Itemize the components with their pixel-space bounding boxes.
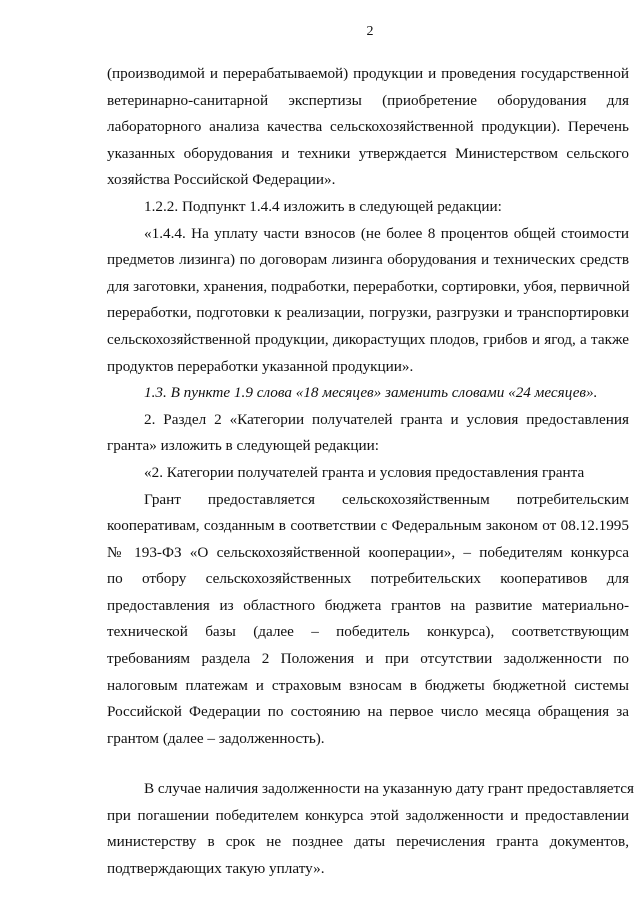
text-line: переработки, подготовки к реализации, погрузки, разгрузки и транспортировки xyxy=(107,304,629,322)
text-line: налоговым платежам и страховым взносам в бюджеты бюджетной системы xyxy=(107,676,629,694)
paragraph xyxy=(107,61,629,194)
text-line: Российской Федерации по состоянию на первое число месяца обращения за xyxy=(107,703,629,721)
document-final-paragraph xyxy=(107,776,635,882)
text-line: министерству в срок не позднее даты перечисления гранта документов, xyxy=(107,833,629,851)
page-number: 2 xyxy=(366,24,374,39)
text-line: указанных оборудования и техники утверждается Министерством сельского xyxy=(107,144,629,162)
text-line: технической базы (далее – победитель конкурса), соответствующим xyxy=(107,623,629,641)
text-line: кооперативам, созданным в соответствии с Федеральным законом от 08.12.1995 xyxy=(107,517,629,535)
text-line: В случае наличия задолженности на указанную дату грант предоставляется xyxy=(144,780,635,797)
paragraph xyxy=(107,221,629,381)
text-line: хозяйства Российской Федерации». xyxy=(107,171,336,189)
paragraph xyxy=(107,380,629,407)
text-line: продуктов переработки указанной продукции». xyxy=(107,357,414,375)
text-line: предоставления из областного бюджета грантов на развитие материально- xyxy=(107,596,629,614)
document-body xyxy=(107,61,629,752)
text-line: ветеринарно-санитарной экспертизы (приобретение оборудования для xyxy=(107,91,629,109)
text-line: 1.2.2. Подпункт 1.4.4 изложить в следующей редакции: xyxy=(144,197,502,215)
text-line: гранта» изложить в следующей редакции: xyxy=(107,437,379,455)
text-line: 2. Раздел 2 «Категории получателей гранта и условия предоставления xyxy=(144,410,629,428)
paragraph xyxy=(107,487,629,753)
paragraph xyxy=(107,776,635,882)
paragraph xyxy=(107,460,629,487)
text-line: № 193-ФЗ «О сельскохозяйственной кооперации», – победителям конкурса xyxy=(107,543,629,561)
text-line: «2. Категории получателей гранта и условия предоставления гранта xyxy=(144,463,585,481)
text-line: грантом (далее – задолженность). xyxy=(107,729,325,747)
paragraph xyxy=(107,194,629,221)
paragraph xyxy=(107,407,629,460)
text-line: «1.4.4. На уплату части взносов (не более 8 процентов общей стоимости xyxy=(144,224,629,242)
text-line: подтверждающих такую уплату». xyxy=(107,859,325,877)
text-line: предметов лизинга) по договорам лизинга оборудования и технических средств xyxy=(107,251,629,269)
text-line: лабораторного анализа качества сельскохозяйственной продукции). Перечень xyxy=(107,118,629,136)
text-line: сельскохозяйственной продукции, дикорастущих плодов, грибов и ягод, а также xyxy=(107,330,629,348)
text-line: по отбору сельскохозяйственных потребительских кооперативов для xyxy=(107,570,629,588)
text-line: требованиям раздела 2 Положения и при отсутствии задолженности по xyxy=(107,650,629,668)
text-line: Грант предоставляется сельскохозяйственным потребительским xyxy=(144,490,629,508)
text-line: при погашении победителем конкурса этой задолженности и предоставлении xyxy=(107,806,629,824)
text-line: для заготовки, хранения, подработки, переработки, сортировки, убоя, первичной xyxy=(107,277,630,295)
text-line: 1.3. В пункте 1.9 слова «18 месяцев» заменить словами «24 месяцев». xyxy=(144,384,598,402)
text-line: (производимой и перерабатываемой) продукции и проведения государственной xyxy=(107,65,629,82)
